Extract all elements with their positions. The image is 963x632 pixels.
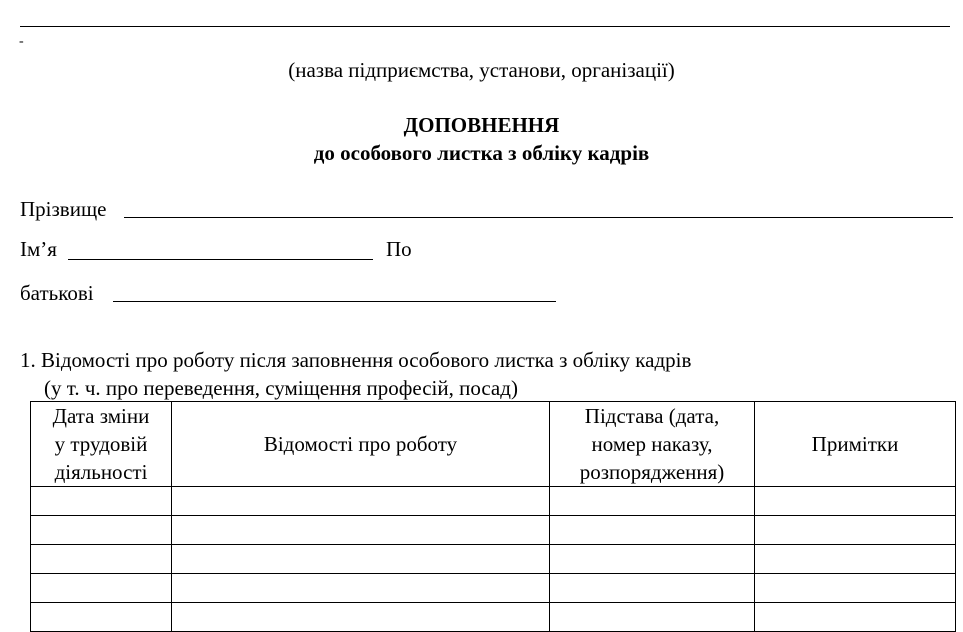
work-history-table	[30, 401, 956, 632]
name-label: Ім’я	[20, 237, 57, 261]
organization-name-line[interactable]	[20, 26, 950, 27]
table-cell[interactable]	[550, 603, 755, 632]
table-cell[interactable]	[31, 545, 172, 574]
patronymic-field[interactable]	[113, 301, 556, 302]
table-cell[interactable]	[172, 603, 550, 632]
table-row	[31, 516, 956, 545]
table-row	[31, 574, 956, 603]
document-title: ДОПОВНЕННЯ	[403, 113, 560, 137]
document-subtitle: до особового листка з обліку кадрів	[313, 141, 650, 165]
table-header-row	[31, 402, 956, 487]
section1-subheading: (у т. ч. про переведення, суміщення професій, посад)	[44, 376, 518, 400]
table-cell[interactable]	[755, 603, 956, 632]
surname-label: Прізвище	[20, 197, 107, 221]
table-cell[interactable]	[172, 545, 550, 574]
table-row	[31, 487, 956, 516]
patronymic-label-part1: По	[386, 237, 412, 261]
name-field[interactable]	[68, 259, 373, 260]
table-cell[interactable]	[550, 516, 755, 545]
header-date-change: Дата зміни у трудовій діяльності	[31, 402, 172, 487]
section1-heading: 1. Відомості про роботу після заповнення особового листка з обліку кадрів	[20, 348, 692, 372]
table-cell[interactable]	[172, 516, 550, 545]
surname-field[interactable]	[124, 217, 953, 218]
organization-caption: (назва підприємства, установи, організації)	[288, 58, 675, 82]
table-cell[interactable]	[172, 487, 550, 516]
table-cell[interactable]	[31, 603, 172, 632]
small-mark: -	[19, 34, 24, 49]
table-cell[interactable]	[755, 545, 956, 574]
table-cell[interactable]	[31, 574, 172, 603]
header-notes: Примітки	[755, 402, 956, 487]
table-cell[interactable]	[755, 516, 956, 545]
table-cell[interactable]	[550, 545, 755, 574]
table-cell[interactable]	[31, 516, 172, 545]
header-work-info: Відомості про роботу	[172, 402, 550, 487]
header-basis: Підстава (дата, номер наказу, розпорядження)	[550, 402, 755, 487]
table-cell[interactable]	[755, 574, 956, 603]
patronymic-label-part2: батькові	[20, 281, 94, 305]
table-cell[interactable]	[755, 487, 956, 516]
table-row	[31, 603, 956, 632]
table-cell[interactable]	[172, 574, 550, 603]
table-row	[31, 545, 956, 574]
table-cell[interactable]	[31, 487, 172, 516]
table-cell[interactable]	[550, 574, 755, 603]
table-cell[interactable]	[550, 487, 755, 516]
